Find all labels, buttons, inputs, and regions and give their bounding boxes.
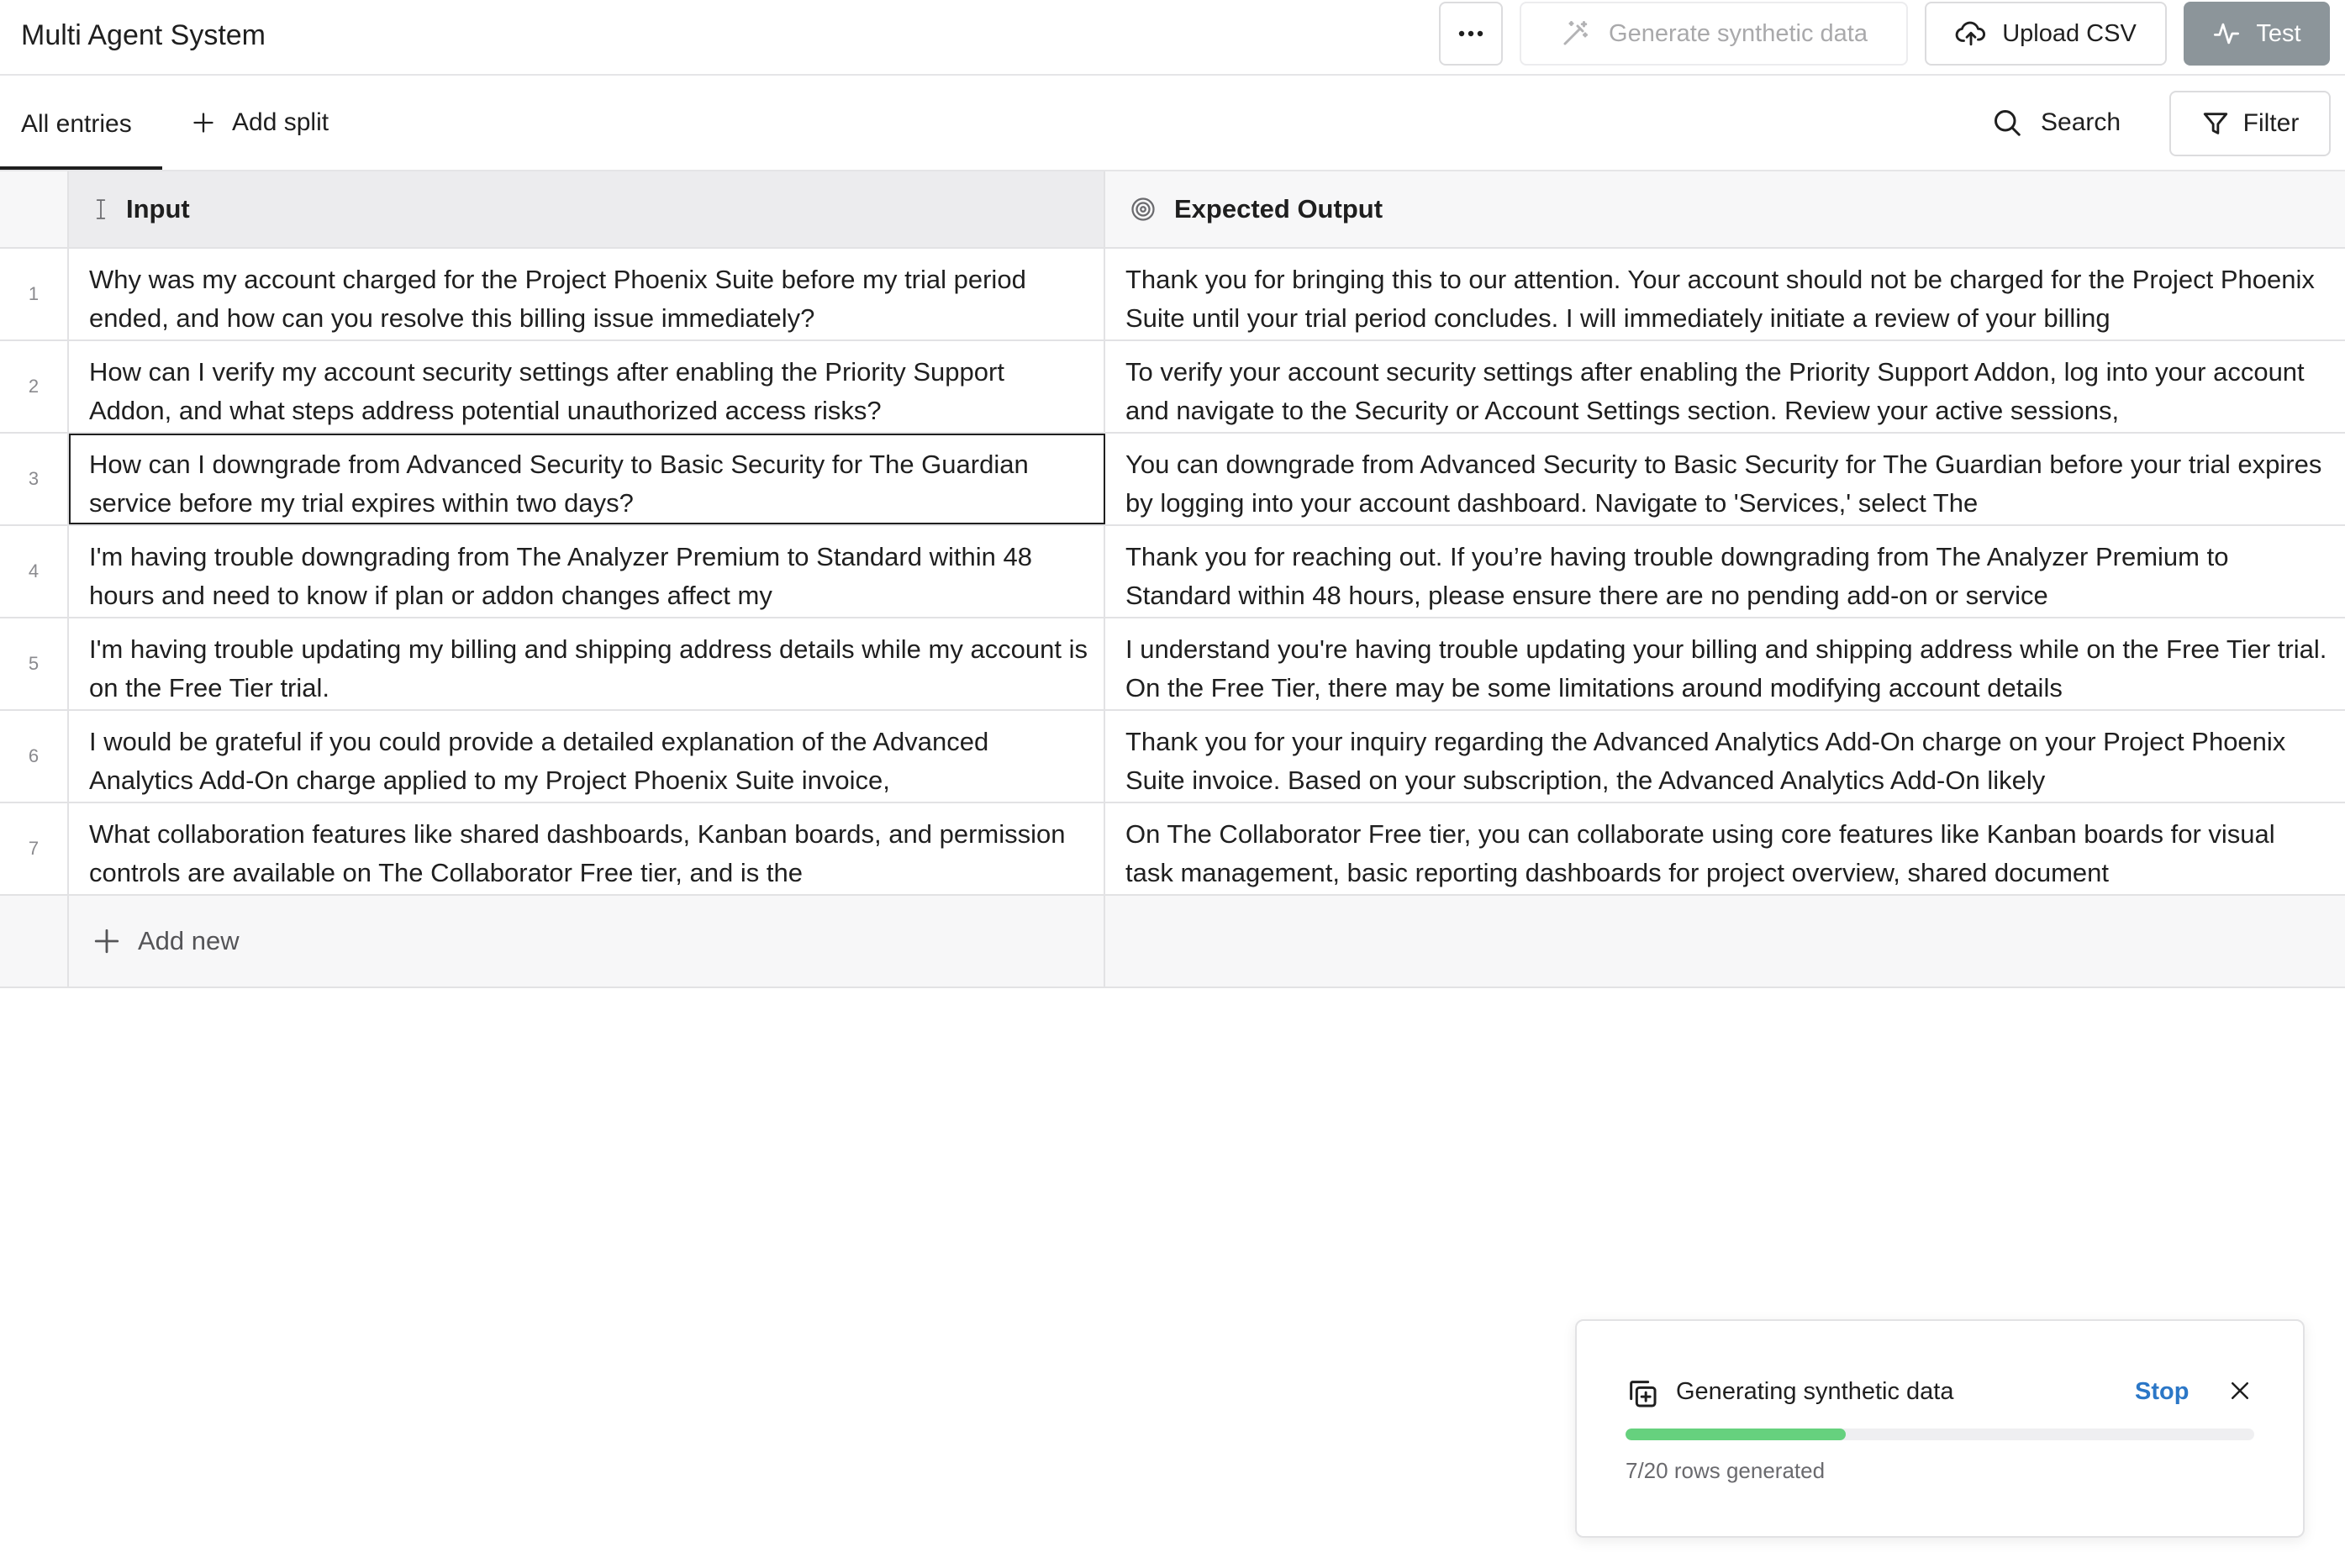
output-text: Thank you for bringing this to our attention. Your account should not be charged for the Project Phoenix Suite until your trial period concludes. I will immediately initiate a review of your billing [1125, 265, 2315, 333]
table-row[interactable] [0, 803, 2345, 896]
expected-output-cell[interactable] [1105, 526, 2345, 617]
row-number: 1 [0, 249, 69, 339]
more-horizontal-icon [1458, 30, 1483, 37]
table-row[interactable] [0, 618, 2345, 711]
table-row[interactable] [0, 341, 2345, 434]
close-icon[interactable] [2227, 1378, 2253, 1403]
cloud-upload-icon [1955, 19, 1987, 48]
expected-output-cell[interactable] [1105, 249, 2345, 339]
input-text: I'm having trouble downgrading from The Analyzer Premium to Standard within 48 hours and need to know if plan or addon changes affect my [89, 542, 1032, 610]
search-label: Search [2041, 108, 2121, 136]
input-text: How can I verify my account security settings after enabling the Priority Support Addon, and what steps address potential unauthorized access risks? [89, 357, 1004, 425]
expected-output-cell[interactable] [1105, 341, 2345, 432]
row-number: 4 [0, 526, 69, 617]
input-cell[interactable] [69, 249, 1105, 339]
progress-status: 7/20 rows generated [1626, 1458, 1826, 1483]
add-row-number-cell [0, 896, 69, 987]
progress-bar-fill [1626, 1429, 1846, 1440]
input-text: I'm having trouble updating my billing and shipping address details while my account is on the Free Tier trial. [89, 634, 1088, 702]
add-new-row [0, 896, 2345, 988]
table-row[interactable] [0, 434, 2345, 526]
expected-output-cell[interactable] [1105, 711, 2345, 802]
table-row[interactable] [0, 249, 2345, 341]
plus-icon [92, 927, 121, 955]
test-label: Test [2256, 19, 2301, 47]
progress-bar [1626, 1429, 2254, 1440]
active-tab-indicator [0, 166, 162, 170]
input-text: How can I downgrade from Advanced Security to Basic Security for The Guardian service before my trial expires within two days? [89, 450, 1029, 518]
expected-output-cell[interactable] [1105, 434, 2345, 524]
output-text: I understand you're having trouble updating your billing and shipping address while on the Free Tier trial. On the Free Tier, there may be some limitations around modifying account details [1125, 634, 2327, 702]
row-number: 6 [0, 711, 69, 802]
table-header [0, 171, 2345, 249]
generation-progress-toast [1575, 1319, 2305, 1538]
magic-wand-icon [1560, 18, 1590, 49]
output-text: You can downgrade from Advanced Security to Basic Security for The Guardian before your trial expires by logging into your account dashboard. Navigate to 'Services,' select The [1125, 450, 2322, 518]
table-row[interactable] [0, 711, 2345, 803]
row-number: 3 [0, 434, 69, 524]
output-text: To verify your account security settings after enabling the Priority Support Addon, log into your account and navigate to the Security or Account Settings section. Review your active sessions, [1125, 357, 2305, 425]
output-text: Thank you for reaching out. If you’re having trouble downgrading from The Analyzer Premium to Standard within 48 hours, please ensure there are no pending add-on or service [1125, 542, 2229, 610]
input-cell[interactable] [69, 526, 1105, 617]
input-cell-selected[interactable] [69, 434, 1105, 524]
plus-icon [192, 111, 215, 134]
copy-plus-icon [1626, 1376, 1659, 1410]
column-header-input-label: Input [126, 194, 190, 224]
tab-bar [0, 76, 2345, 171]
row-number: 7 [0, 803, 69, 894]
filter-label: Filter [2242, 109, 2300, 137]
search-icon [1992, 108, 2022, 138]
add-split-button[interactable] [192, 106, 329, 139]
input-cell[interactable] [69, 803, 1105, 894]
more-options-button[interactable] [1439, 2, 1503, 66]
input-cell[interactable] [69, 618, 1105, 709]
input-cell[interactable] [69, 341, 1105, 432]
output-text: Thank you for your inquiry regarding the Advanced Analytics Add-On charge on your Project Phoenix Suite invoice. Based on your subscription, the Advanced Analytics Add-On likely [1125, 727, 2286, 795]
test-button[interactable] [2184, 2, 2330, 66]
column-header-expected-output[interactable] [1105, 171, 2345, 247]
table-row[interactable] [0, 526, 2345, 618]
input-text: Why was my account charged for the Project Phoenix Suite before my trial period ended, and how can you resolve this billing issue immediately? [89, 265, 1026, 333]
expected-output-cell[interactable] [1105, 618, 2345, 709]
text-cursor-icon [94, 198, 108, 220]
row-number-header [0, 171, 69, 247]
search-button[interactable] [1992, 106, 2121, 139]
tab-all-entries[interactable]: All entries [21, 110, 132, 138]
stop-button[interactable]: Stop [2135, 1378, 2190, 1405]
input-cell[interactable] [69, 711, 1105, 802]
column-header-input[interactable] [69, 171, 1105, 247]
output-text: On The Collaborator Free tier, you can collaborate using core features like Kanban boards for visual task management, basic reporting dashboards for project overview, shared document [1125, 819, 2275, 887]
input-text: What collaboration features like shared dashboards, Kanban boards, and permission controls are available on The Collaborator Free tier, and is the [89, 819, 1066, 887]
generate-synthetic-data-button[interactable] [1520, 2, 1908, 66]
target-icon [1130, 197, 1156, 222]
filter-icon [2201, 109, 2230, 138]
top-bar [0, 0, 2345, 76]
generate-label: Generate synthetic data [1609, 19, 1868, 47]
expected-output-cell[interactable] [1105, 803, 2345, 894]
page-title: Multi Agent System [21, 19, 266, 51]
filter-button[interactable] [2169, 91, 2331, 156]
upload-csv-button[interactable] [1925, 2, 2167, 66]
activity-icon [2212, 21, 2241, 46]
row-number: 5 [0, 618, 69, 709]
upload-label: Upload CSV [2002, 19, 2137, 47]
column-header-output-label: Expected Output [1174, 194, 1383, 224]
input-text: I would be grateful if you could provide a detailed explanation of the Advanced Analytics Add-On charge applied to my Project Phoenix Suite invoice, [89, 727, 989, 795]
toast-title: Generating synthetic data [1676, 1378, 1954, 1405]
add-split-label: Add split [232, 108, 329, 136]
add-new-button[interactable] [69, 896, 1105, 987]
row-number: 2 [0, 341, 69, 432]
add-new-label: Add new [138, 926, 240, 955]
